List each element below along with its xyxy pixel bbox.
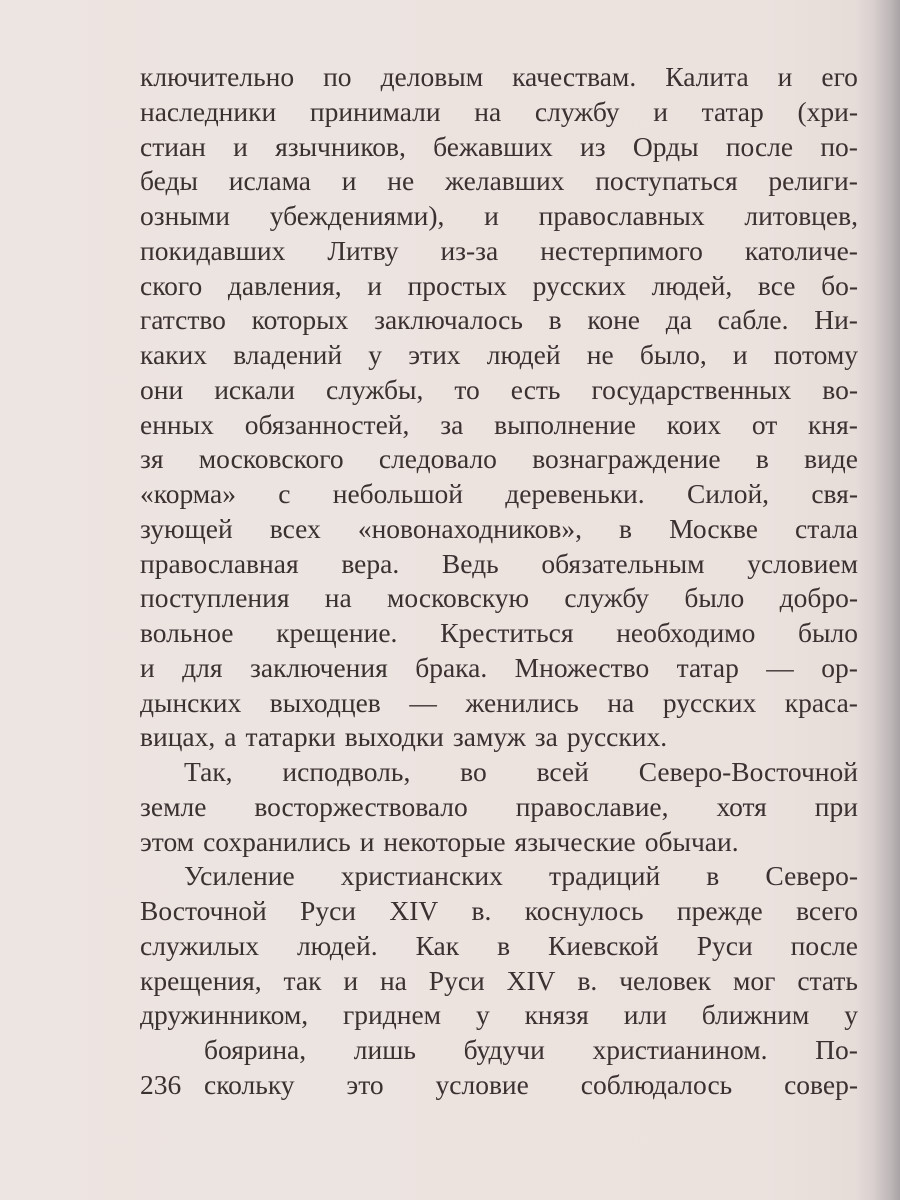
word: традиций	[549, 860, 661, 892]
word: земле	[140, 790, 207, 822]
word: Москве	[669, 512, 758, 544]
text-line	[140, 199, 858, 234]
word: По-	[815, 1034, 858, 1065]
word: Северо-	[765, 860, 858, 892]
word: не	[387, 165, 415, 197]
word: XIV	[389, 895, 439, 926]
word: дружинником,	[140, 999, 309, 1031]
word: соблюдалось	[580, 1068, 733, 1100]
text-line	[140, 95, 858, 130]
word: было,	[639, 339, 707, 370]
text-line	[140, 303, 858, 338]
word: крещения,	[140, 964, 262, 996]
word: и	[653, 95, 668, 127]
word: ор-	[821, 651, 858, 683]
word: в.	[471, 895, 492, 926]
text-line	[140, 651, 858, 686]
word: московского	[198, 443, 344, 475]
word: Руси	[300, 895, 356, 926]
word: человек	[619, 964, 712, 996]
word: желавших	[445, 165, 565, 197]
word: службу	[564, 582, 650, 614]
word: людей.	[296, 929, 378, 961]
word: в	[706, 860, 720, 892]
word: будучи	[463, 1034, 545, 1065]
word: небольшой	[332, 478, 463, 509]
word: стала	[795, 512, 858, 544]
word: скольку	[204, 1068, 295, 1100]
word: выходцев	[269, 686, 381, 718]
word: простых	[407, 269, 507, 301]
word: коснулось	[524, 895, 644, 926]
word: и	[359, 825, 375, 857]
word: вольное	[140, 617, 234, 648]
word: зя	[140, 443, 164, 475]
word: крещение.	[276, 617, 398, 648]
word: так	[283, 964, 322, 996]
word: ского	[140, 269, 203, 301]
word: на	[379, 964, 407, 996]
word: с	[278, 478, 291, 509]
page-number: 236	[140, 1069, 182, 1100]
word: бежавших	[433, 130, 553, 162]
word: выходки	[344, 721, 444, 753]
word: на	[607, 686, 635, 718]
word: коих	[666, 408, 721, 440]
word: есть	[510, 373, 561, 405]
word: каких	[140, 339, 207, 370]
word: нестерпимого	[540, 234, 703, 266]
text-line	[140, 408, 858, 443]
body-text	[140, 60, 858, 1103]
word: стать	[797, 964, 858, 996]
word: государственных	[591, 373, 792, 405]
word: и	[233, 130, 248, 162]
word: кня-	[808, 408, 858, 440]
word: и	[777, 61, 793, 92]
text-line	[140, 929, 858, 964]
word: ближним	[701, 999, 810, 1031]
word: искали	[214, 373, 295, 405]
word: после	[790, 929, 858, 961]
word: вознаграждение	[532, 443, 721, 475]
text-line	[140, 964, 858, 999]
word: у	[368, 339, 383, 370]
word: и	[732, 339, 748, 370]
word: принимали	[309, 95, 441, 127]
word: по	[323, 61, 352, 92]
word: Усиление	[184, 860, 295, 892]
word: краса-	[784, 686, 858, 718]
text-line	[140, 859, 858, 894]
word: Руси	[428, 964, 485, 996]
word: христианином.	[592, 1034, 768, 1065]
word: вера.	[341, 547, 400, 579]
word: все	[757, 269, 796, 301]
text-line	[140, 581, 858, 616]
word: во-	[822, 373, 858, 405]
word: необходимо	[616, 617, 756, 648]
word: исподволь,	[282, 756, 411, 787]
word: обязанностей,	[244, 408, 410, 440]
text-line	[140, 616, 858, 651]
word: людей,	[651, 269, 733, 301]
word: из	[580, 130, 606, 162]
word: XIV	[506, 964, 556, 996]
word: хотя	[716, 790, 767, 822]
word: в.	[577, 964, 598, 996]
word: замуж	[452, 721, 526, 753]
word: прежде	[676, 895, 763, 926]
text-line	[140, 477, 858, 512]
word: (хри-	[797, 95, 858, 127]
word: было	[684, 582, 745, 614]
word: русских.	[566, 721, 668, 753]
word: на	[474, 95, 502, 127]
word: убеждениями),	[269, 200, 445, 231]
text-line	[140, 234, 858, 269]
word: за	[534, 721, 558, 753]
word: ключительно	[140, 61, 295, 92]
word: они	[140, 373, 184, 405]
word: Калита	[665, 61, 749, 92]
word: —	[766, 651, 794, 683]
word: выполнение	[494, 408, 636, 440]
word: литовцев,	[744, 200, 858, 231]
text-line	[140, 1033, 858, 1068]
word: от	[751, 408, 778, 440]
word: Восточной	[140, 895, 267, 926]
word: русских	[532, 269, 626, 301]
text-line	[140, 998, 858, 1033]
word: всех	[269, 512, 321, 544]
word: заключалось	[374, 304, 523, 336]
word: Множество	[514, 651, 650, 683]
word: покидавших	[140, 234, 286, 266]
word: православных	[538, 200, 705, 231]
word: «новонаходников»,	[357, 512, 582, 544]
word: служилых	[140, 929, 259, 961]
word: татар	[676, 651, 739, 683]
word: Как	[415, 929, 460, 961]
word: в	[548, 304, 562, 336]
word: его	[821, 61, 858, 92]
text-line	[140, 512, 858, 547]
word: князя	[524, 999, 589, 1031]
word: бо-	[821, 269, 858, 301]
word: татарки	[245, 721, 336, 753]
word: всего	[796, 895, 858, 926]
word: Креститься	[440, 617, 574, 648]
text-line	[140, 130, 858, 165]
word: боярина,	[204, 1034, 307, 1065]
word: совер-	[784, 1068, 858, 1100]
word: беды	[140, 165, 198, 197]
word: вицах,	[140, 721, 216, 753]
text-line	[140, 60, 858, 95]
word: религи-	[768, 165, 858, 197]
word: дынских	[140, 686, 242, 718]
word: и	[341, 165, 357, 197]
word: добро-	[779, 582, 858, 614]
word: людей	[486, 339, 561, 370]
word: это	[346, 1068, 384, 1100]
word: «корма»	[140, 478, 236, 509]
word: брака.	[415, 651, 488, 683]
text-line	[140, 269, 858, 304]
word: в	[755, 443, 769, 475]
word: стиан	[140, 130, 206, 162]
word: лишь	[353, 1034, 416, 1065]
word: гриднем	[342, 999, 442, 1031]
word: татар	[701, 95, 764, 127]
word: поступаться	[595, 165, 738, 197]
word: то	[454, 373, 480, 405]
word: из-за	[440, 234, 499, 266]
text-line	[140, 755, 858, 790]
word: деловым	[380, 61, 484, 92]
word: да	[665, 304, 692, 336]
text-line	[140, 338, 858, 373]
word: коне	[587, 304, 640, 336]
word: владений	[233, 339, 343, 370]
word: Силой,	[686, 478, 770, 509]
word: на	[324, 582, 352, 614]
word: после	[725, 130, 794, 162]
word: Литву	[327, 234, 399, 266]
word: язычников,	[275, 130, 406, 162]
word: у	[475, 999, 490, 1031]
word: условие	[435, 1068, 529, 1100]
word: условием	[747, 547, 858, 579]
word: Ведь	[441, 547, 499, 579]
word: католиче-	[744, 234, 858, 266]
word: восторжествовало	[254, 790, 468, 822]
word: и	[367, 269, 382, 301]
word: для	[182, 651, 223, 683]
word: православие,	[515, 790, 669, 822]
word: во	[460, 756, 487, 787]
word: енных	[140, 408, 214, 440]
word: в	[619, 512, 633, 544]
word: было	[798, 617, 858, 648]
text-line	[140, 790, 858, 825]
text-line	[140, 894, 858, 929]
word: службу	[534, 95, 620, 127]
word: Руси	[696, 929, 753, 961]
text-line	[140, 686, 858, 721]
text-line	[140, 547, 858, 582]
word: у	[844, 999, 858, 1031]
word: этих	[408, 339, 461, 370]
word: языческие	[514, 825, 636, 857]
word: мог	[733, 964, 776, 996]
word: Северо-Восточной	[638, 756, 858, 787]
word: а	[224, 721, 237, 753]
word: гатство	[140, 304, 226, 336]
word: женились	[465, 686, 579, 718]
word: зующей	[140, 512, 233, 544]
word: христианских	[340, 860, 503, 892]
text-line	[140, 373, 858, 408]
word: и	[343, 964, 359, 996]
word: озными	[140, 200, 230, 231]
text-line	[140, 720, 858, 755]
word: сабле.	[717, 304, 789, 336]
word: русских	[662, 686, 757, 718]
word: Так,	[184, 756, 233, 787]
word: которых	[251, 304, 349, 336]
word: потому	[773, 339, 858, 370]
text-line	[140, 442, 858, 477]
text-line	[140, 1068, 858, 1103]
word: давления,	[227, 269, 342, 301]
word: Ни-	[814, 304, 858, 336]
word: следовало	[378, 443, 497, 475]
word: всей	[536, 756, 589, 787]
text-line	[140, 164, 858, 199]
word: за	[440, 408, 464, 440]
word: в	[497, 929, 511, 961]
word: поступления	[140, 582, 290, 614]
word: при	[814, 790, 858, 822]
word: наследники	[140, 95, 277, 127]
word: московскую	[387, 582, 530, 614]
word: и	[484, 200, 499, 231]
word: деревеньки.	[505, 478, 645, 509]
word: православная	[140, 547, 299, 579]
word: по-	[820, 130, 858, 162]
word: виде	[804, 443, 858, 475]
word: не	[586, 339, 614, 370]
word: заключения	[250, 651, 388, 683]
word: качествам.	[512, 61, 637, 92]
word: некоторые	[383, 825, 506, 857]
word: ислама	[228, 165, 312, 197]
word: обычаи.	[644, 825, 739, 857]
word: —	[409, 686, 437, 718]
word: обязательным	[541, 547, 705, 579]
word: этом	[140, 825, 195, 857]
word: Киевской	[548, 929, 659, 961]
word: и	[140, 651, 155, 683]
word: службы,	[326, 373, 424, 405]
text-line	[140, 825, 858, 860]
word: Орды	[632, 130, 699, 162]
word: сохранились	[203, 825, 351, 857]
word: или	[623, 999, 667, 1031]
word: свя-	[811, 478, 858, 509]
